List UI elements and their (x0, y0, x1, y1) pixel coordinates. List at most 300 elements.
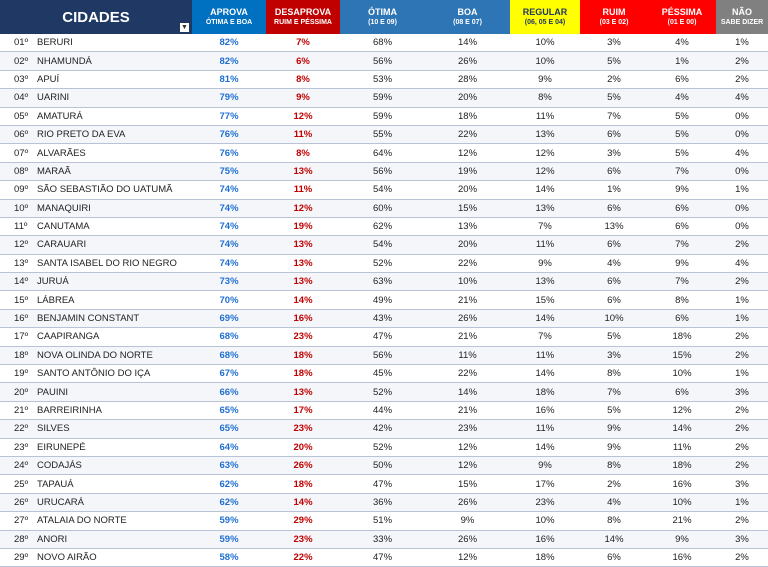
table-row[interactable] (0, 291, 768, 309)
boa-cell: 19% (425, 162, 510, 180)
aprova-cell: 68% (192, 346, 266, 364)
aprova-cell: 68% (192, 328, 266, 346)
regular-cell: 14% (510, 181, 580, 199)
regular-cell: 10% (510, 52, 580, 70)
aprova-cell: 74% (192, 181, 266, 199)
nao-sabe-cell: 2% (716, 548, 768, 566)
header-nao-sabe-sub: SABE DIZER (720, 19, 764, 26)
table-row[interactable] (0, 107, 768, 125)
regular-cell: 9% (510, 254, 580, 272)
ruim-cell: 1% (580, 181, 648, 199)
header-otima-sub: (10 E 09) (368, 19, 397, 26)
city-cell: RIO PRETO DA EVA (37, 125, 192, 143)
otima-cell: 53% (340, 70, 425, 88)
rank-cell: 05º (0, 107, 37, 125)
regular-cell: 18% (510, 548, 580, 566)
nao-sabe-cell: 3% (716, 383, 768, 401)
desaprova-cell: 17% (266, 401, 340, 419)
city-cell: APUÍ (37, 70, 192, 88)
pessima-cell: 4% (648, 89, 716, 107)
rank-cell: 06º (0, 125, 37, 143)
desaprova-cell: 23% (266, 530, 340, 548)
city-cell: NHAMUNDÁ (37, 52, 192, 70)
header-otima (340, 0, 425, 34)
header-aprova-sub: ÓTIMA E BOA (205, 19, 253, 26)
rank-cell: 12º (0, 236, 37, 254)
city-cell: EIRUNEPÉ (37, 438, 192, 456)
aprova-cell: 63% (192, 456, 266, 474)
header-aprova-label: APROVA (210, 7, 248, 17)
rank-cell: 20º (0, 383, 37, 401)
pessima-cell: 6% (648, 70, 716, 88)
city-cell: NOVO AIRÃO (37, 548, 192, 566)
desaprova-cell: 13% (266, 273, 340, 291)
regular-cell: 13% (510, 125, 580, 143)
aprova-cell: 79% (192, 89, 266, 107)
desaprova-cell: 18% (266, 365, 340, 383)
rank-cell: 24º (0, 456, 37, 474)
city-cell: SANTA ISABEL DO RIO NEGRO (37, 254, 192, 272)
aprova-cell: 74% (192, 236, 266, 254)
otima-cell: 52% (340, 254, 425, 272)
pessima-cell: 7% (648, 236, 716, 254)
boa-cell: 14% (425, 34, 510, 52)
aprova-cell: 59% (192, 512, 266, 530)
aprova-cell: 75% (192, 162, 266, 180)
aprova-cell: 62% (192, 475, 266, 493)
boa-cell: 15% (425, 199, 510, 217)
ruim-cell: 5% (580, 89, 648, 107)
boa-cell: 12% (425, 144, 510, 162)
boa-cell: 26% (425, 52, 510, 70)
boa-cell: 28% (425, 70, 510, 88)
header-cidades-label: CIDADES (62, 8, 130, 26)
nao-sabe-cell: 2% (716, 273, 768, 291)
nao-sabe-cell: 4% (716, 254, 768, 272)
otima-cell: 33% (340, 530, 425, 548)
rank-cell: 09º (0, 181, 37, 199)
desaprova-cell: 14% (266, 291, 340, 309)
table-row[interactable] (0, 89, 768, 107)
city-cell: JURUÁ (37, 273, 192, 291)
ruim-cell: 3% (580, 144, 648, 162)
regular-cell: 11% (510, 107, 580, 125)
boa-cell: 21% (425, 401, 510, 419)
pessima-cell: 6% (648, 383, 716, 401)
nao-sabe-cell: 0% (716, 199, 768, 217)
header-otima-label: ÓTIMA (368, 7, 398, 17)
desaprova-cell: 22% (266, 548, 340, 566)
table-row[interactable] (0, 34, 768, 52)
pessima-cell: 16% (648, 548, 716, 566)
regular-cell: 8% (510, 89, 580, 107)
aprova-cell: 62% (192, 493, 266, 511)
rank-cell: 02º (0, 52, 37, 70)
regular-cell: 10% (510, 34, 580, 52)
regular-cell: 9% (510, 456, 580, 474)
rank-cell: 18º (0, 346, 37, 364)
otima-cell: 55% (340, 125, 425, 143)
table-row[interactable] (0, 493, 768, 511)
table-row[interactable] (0, 401, 768, 419)
regular-cell: 14% (510, 438, 580, 456)
header-aprova (192, 0, 266, 34)
filter-dropdown-icon[interactable]: ▼ (181, 24, 188, 31)
regular-cell: 18% (510, 383, 580, 401)
aprova-cell: 82% (192, 52, 266, 70)
city-cell: URUCARÁ (37, 493, 192, 511)
rank-cell: 26º (0, 493, 37, 511)
rank-cell: 29º (0, 548, 37, 566)
nao-sabe-cell: 1% (716, 181, 768, 199)
aprova-cell: 66% (192, 383, 266, 401)
otima-cell: 59% (340, 89, 425, 107)
nao-sabe-cell: 1% (716, 365, 768, 383)
header-pessima (648, 0, 716, 34)
city-cell: ALVARÃES (37, 144, 192, 162)
otima-cell: 42% (340, 420, 425, 438)
nao-sabe-cell: 4% (716, 144, 768, 162)
table-row[interactable] (0, 254, 768, 272)
ruim-cell: 3% (580, 346, 648, 364)
boa-cell: 21% (425, 291, 510, 309)
aprova-cell: 74% (192, 254, 266, 272)
regular-cell: 14% (510, 309, 580, 327)
header-pessima-sub: (01 E 00) (667, 19, 697, 26)
nao-sabe-cell: 2% (716, 52, 768, 70)
ruim-cell: 8% (580, 512, 648, 530)
rank-cell: 21º (0, 401, 37, 419)
aprova-cell: 69% (192, 309, 266, 327)
boa-cell: 14% (425, 383, 510, 401)
ruim-cell: 2% (580, 70, 648, 88)
nao-sabe-cell: 0% (716, 162, 768, 180)
pessima-cell: 11% (648, 438, 716, 456)
table-row[interactable] (0, 273, 768, 291)
regular-cell: 14% (510, 365, 580, 383)
aprova-cell: 73% (192, 273, 266, 291)
pessima-cell: 6% (648, 199, 716, 217)
otima-cell: 63% (340, 273, 425, 291)
desaprova-cell: 19% (266, 217, 340, 235)
rank-cell: 28º (0, 530, 37, 548)
city-cell: CODAJÁS (37, 456, 192, 474)
nao-sabe-cell: 2% (716, 70, 768, 88)
rank-cell: 08º (0, 162, 37, 180)
aprova-cell: 67% (192, 365, 266, 383)
boa-cell: 13% (425, 217, 510, 235)
table-row[interactable] (0, 438, 768, 456)
table-row[interactable] (0, 70, 768, 88)
table-row[interactable] (0, 365, 768, 383)
regular-cell: 9% (510, 70, 580, 88)
boa-cell: 22% (425, 365, 510, 383)
regular-cell: 23% (510, 493, 580, 511)
city-cell: MANAQUIRI (37, 199, 192, 217)
desaprova-cell: 12% (266, 107, 340, 125)
city-cell: AMATURÁ (37, 107, 192, 125)
rank-cell: 25º (0, 475, 37, 493)
rank-cell: 10º (0, 199, 37, 217)
desaprova-cell: 13% (266, 236, 340, 254)
desaprova-cell: 20% (266, 438, 340, 456)
otima-cell: 56% (340, 346, 425, 364)
ruim-cell: 5% (580, 401, 648, 419)
pessima-cell: 14% (648, 420, 716, 438)
boa-cell: 26% (425, 530, 510, 548)
aprova-cell: 64% (192, 438, 266, 456)
otima-cell: 68% (340, 34, 425, 52)
desaprova-cell: 13% (266, 383, 340, 401)
otima-cell: 36% (340, 493, 425, 511)
boa-cell: 12% (425, 456, 510, 474)
desaprova-cell: 7% (266, 34, 340, 52)
nao-sabe-cell: 0% (716, 217, 768, 235)
ruim-cell: 4% (580, 493, 648, 511)
desaprova-cell: 11% (266, 125, 340, 143)
city-cell: BARREIRINHA (37, 401, 192, 419)
ruim-cell: 6% (580, 162, 648, 180)
regular-cell: 13% (510, 273, 580, 291)
pessima-cell: 9% (648, 254, 716, 272)
pessima-cell: 4% (648, 34, 716, 52)
rank-cell: 13º (0, 254, 37, 272)
regular-cell: 10% (510, 512, 580, 530)
pessima-cell: 5% (648, 107, 716, 125)
header-regular-sub: (06, 05 E 04) (524, 19, 566, 26)
nao-sabe-cell: 3% (716, 530, 768, 548)
ruim-cell: 6% (580, 291, 648, 309)
aprova-cell: 74% (192, 217, 266, 235)
desaprova-cell: 13% (266, 162, 340, 180)
table-row[interactable] (0, 512, 768, 530)
pessima-cell: 9% (648, 530, 716, 548)
pessima-cell: 10% (648, 365, 716, 383)
rank-cell: 27º (0, 512, 37, 530)
nao-sabe-cell: 2% (716, 512, 768, 530)
city-cell: SILVES (37, 420, 192, 438)
nao-sabe-cell: 2% (716, 328, 768, 346)
desaprova-cell: 9% (266, 89, 340, 107)
header-ruim-label: RUIM (602, 7, 626, 17)
header-desaprova-label: DESAPROVA (274, 7, 332, 17)
nao-sabe-cell: 4% (716, 89, 768, 107)
header-nao-sabe (716, 0, 768, 34)
pessima-cell: 7% (648, 162, 716, 180)
nao-sabe-cell: 3% (716, 475, 768, 493)
desaprova-cell: 26% (266, 456, 340, 474)
regular-cell: 12% (510, 144, 580, 162)
rank-cell: 03º (0, 70, 37, 88)
header-pessima-label: PÉSSIMA (661, 7, 703, 17)
boa-cell: 18% (425, 107, 510, 125)
table-row[interactable] (0, 181, 768, 199)
pessima-cell: 7% (648, 273, 716, 291)
boa-cell: 20% (425, 181, 510, 199)
aprova-cell: 74% (192, 199, 266, 217)
table-row[interactable] (0, 309, 768, 327)
city-cell: SANTO ANTÔNIO DO IÇA (37, 365, 192, 383)
table-row[interactable] (0, 236, 768, 254)
nao-sabe-cell: 2% (716, 346, 768, 364)
otima-cell: 54% (340, 236, 425, 254)
aprova-cell: 65% (192, 420, 266, 438)
city-cell: PAUINI (37, 383, 192, 401)
city-cell: BENJAMIN CONSTANT (37, 309, 192, 327)
pessima-cell: 5% (648, 144, 716, 162)
header-row (0, 0, 768, 34)
table-row[interactable] (0, 346, 768, 364)
desaprova-cell: 12% (266, 199, 340, 217)
ruim-cell: 14% (580, 530, 648, 548)
ruim-cell: 5% (580, 328, 648, 346)
desaprova-cell: 18% (266, 475, 340, 493)
nao-sabe-cell: 2% (716, 420, 768, 438)
nao-sabe-cell: 0% (716, 107, 768, 125)
rank-cell: 16º (0, 309, 37, 327)
city-cell: UARINI (37, 89, 192, 107)
otima-cell: 52% (340, 438, 425, 456)
ruim-cell: 2% (580, 475, 648, 493)
regular-cell: 16% (510, 401, 580, 419)
regular-cell: 12% (510, 162, 580, 180)
city-cell: CANUTAMA (37, 217, 192, 235)
regular-cell: 16% (510, 530, 580, 548)
city-cell: NOVA OLINDA DO NORTE (37, 346, 192, 364)
ruim-cell: 9% (580, 420, 648, 438)
nao-sabe-cell: 2% (716, 456, 768, 474)
rank-cell: 17º (0, 328, 37, 346)
otima-cell: 47% (340, 475, 425, 493)
otima-cell: 56% (340, 52, 425, 70)
regular-cell: 7% (510, 328, 580, 346)
aprova-cell: 76% (192, 144, 266, 162)
header-regular (510, 0, 580, 34)
otima-cell: 50% (340, 456, 425, 474)
nao-sabe-cell: 1% (716, 34, 768, 52)
table-row[interactable] (0, 162, 768, 180)
boa-cell: 21% (425, 328, 510, 346)
regular-cell: 13% (510, 199, 580, 217)
pessima-cell: 6% (648, 217, 716, 235)
boa-cell: 26% (425, 493, 510, 511)
ruim-cell: 6% (580, 125, 648, 143)
rank-cell: 11º (0, 217, 37, 235)
city-cell: ATALAIA DO NORTE (37, 512, 192, 530)
ruim-cell: 6% (580, 273, 648, 291)
pessima-cell: 8% (648, 291, 716, 309)
regular-cell: 17% (510, 475, 580, 493)
header-ruim (580, 0, 648, 34)
otima-cell: 47% (340, 548, 425, 566)
table-row[interactable] (0, 383, 768, 401)
table-row[interactable] (0, 456, 768, 474)
table-row[interactable] (0, 217, 768, 235)
desaprova-cell: 18% (266, 346, 340, 364)
desaprova-cell: 11% (266, 181, 340, 199)
boa-cell: 12% (425, 438, 510, 456)
city-cell: TAPAUÁ (37, 475, 192, 493)
boa-cell: 10% (425, 273, 510, 291)
rank-cell: 15º (0, 291, 37, 309)
header-nao-sabe-label: NÃO (732, 7, 753, 17)
boa-cell: 11% (425, 346, 510, 364)
pessima-cell: 5% (648, 125, 716, 143)
boa-cell: 20% (425, 236, 510, 254)
aprova-cell: 59% (192, 530, 266, 548)
aprova-cell: 77% (192, 107, 266, 125)
regular-cell: 11% (510, 420, 580, 438)
header-desaprova-sub: RUIM E PÉSSIMA (274, 19, 332, 26)
desaprova-cell: 14% (266, 493, 340, 511)
city-cell: SÃO SEBASTIÃO DO UATUMÃ (37, 181, 192, 199)
regular-cell: 11% (510, 236, 580, 254)
aprova-cell: 81% (192, 70, 266, 88)
regular-cell: 15% (510, 291, 580, 309)
header-boa-sub: (08 E 07) (453, 19, 482, 26)
ruim-cell: 8% (580, 456, 648, 474)
table-row[interactable] (0, 548, 768, 566)
otima-cell: 51% (340, 512, 425, 530)
ruim-cell: 4% (580, 254, 648, 272)
aprova-cell: 82% (192, 34, 266, 52)
nao-sabe-cell: 2% (716, 401, 768, 419)
table-row[interactable] (0, 199, 768, 217)
otima-cell: 64% (340, 144, 425, 162)
desaprova-cell: 13% (266, 254, 340, 272)
table-row[interactable] (0, 420, 768, 438)
table-row[interactable] (0, 144, 768, 162)
ruim-cell: 6% (580, 236, 648, 254)
boa-cell: 26% (425, 309, 510, 327)
table-row[interactable] (0, 530, 768, 548)
table-row[interactable] (0, 125, 768, 143)
nao-sabe-cell: 2% (716, 236, 768, 254)
rank-cell: 07º (0, 144, 37, 162)
otima-cell: 62% (340, 217, 425, 235)
otima-cell: 60% (340, 199, 425, 217)
otima-cell: 54% (340, 181, 425, 199)
rank-cell: 04º (0, 89, 37, 107)
city-cell: CARAUARI (37, 236, 192, 254)
rank-cell: 22º (0, 420, 37, 438)
pessima-cell: 9% (648, 181, 716, 199)
boa-cell: 23% (425, 420, 510, 438)
ruim-cell: 7% (580, 383, 648, 401)
table-row[interactable] (0, 328, 768, 346)
ruim-cell: 5% (580, 52, 648, 70)
table-body (0, 34, 768, 567)
city-cell: ANORI (37, 530, 192, 548)
table-row[interactable] (0, 475, 768, 493)
rank-cell: 19º (0, 365, 37, 383)
boa-cell: 20% (425, 89, 510, 107)
pessima-cell: 1% (648, 52, 716, 70)
desaprova-cell: 23% (266, 420, 340, 438)
nao-sabe-cell: 2% (716, 438, 768, 456)
nao-sabe-cell: 1% (716, 291, 768, 309)
header-regular-label: REGULAR (522, 7, 568, 17)
header-cidades[interactable] (0, 0, 192, 34)
otima-cell: 56% (340, 162, 425, 180)
boa-cell: 15% (425, 475, 510, 493)
table-row[interactable] (0, 52, 768, 70)
pessima-cell: 12% (648, 401, 716, 419)
header-desaprova (266, 0, 340, 34)
ruim-cell: 6% (580, 199, 648, 217)
ruim-cell: 8% (580, 365, 648, 383)
ruim-cell: 10% (580, 309, 648, 327)
